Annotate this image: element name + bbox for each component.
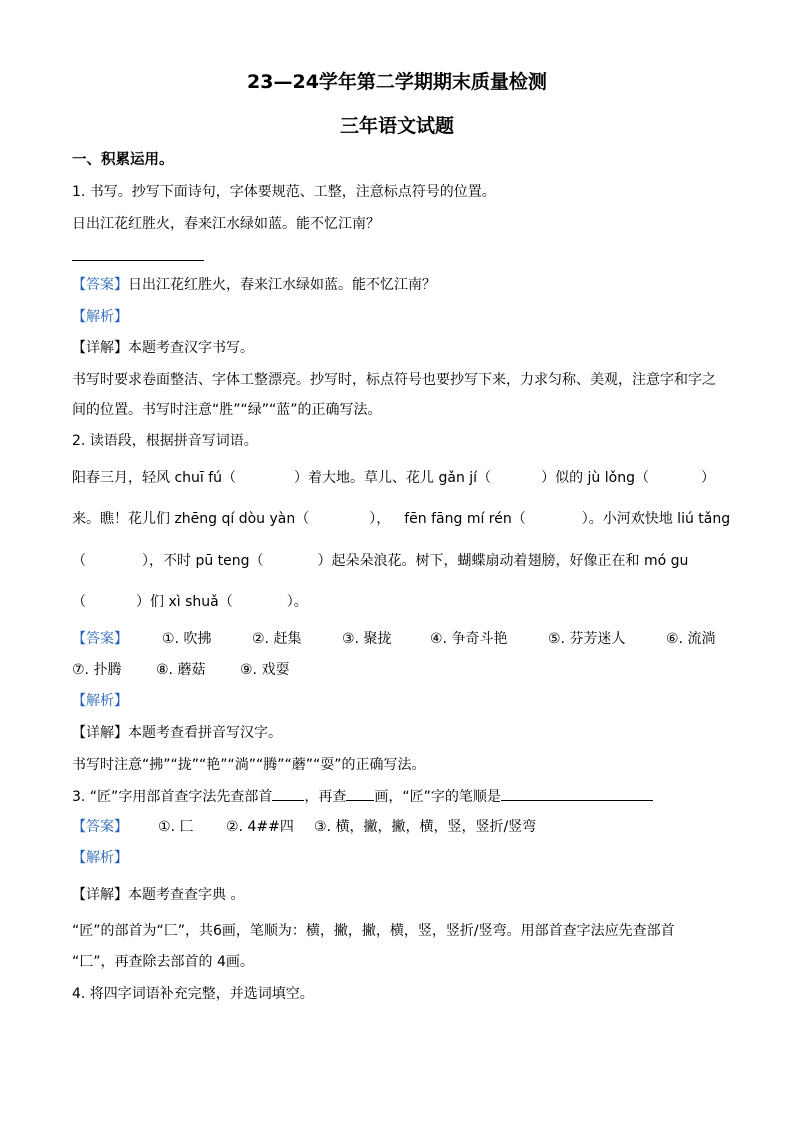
detail-label: 【详解】 xyxy=(72,887,128,903)
q2-text: ）。 xyxy=(286,594,308,610)
q3-text: 画，“匠”字的笔顺是 xyxy=(374,789,501,805)
page-subtitle: 三年语文试题 xyxy=(339,115,454,137)
q2-analysis xyxy=(72,691,128,711)
q2-text: ） xyxy=(700,470,715,486)
q3-answer-label: 【答案】 xyxy=(72,819,128,835)
q2-passage-line-3 xyxy=(72,551,688,571)
q3-blank-3[interactable] xyxy=(501,786,653,801)
detail-label: 【详解】 xyxy=(72,340,128,356)
q3-explain-2: “匚”，再查除去部首的 4画。 xyxy=(72,954,254,970)
q2-passage-line-2 xyxy=(72,509,730,529)
q3-text: ，再查 xyxy=(304,789,347,805)
analysis-label: 【解析】 xyxy=(72,693,128,709)
q2-text: ）起朵朵浪花。树下，蝴蝶扇动着翅膀，好像正在和 mó gu xyxy=(317,553,689,569)
q2-answer-1: ①. 吹拂 xyxy=(162,631,212,647)
q2-answer-3: ③. 聚拢 xyxy=(342,631,392,647)
q1-detail-text: 本题考查汉字书写。 xyxy=(128,340,254,356)
q2-text: 阳春三月，轻风 chuī fú（ xyxy=(72,470,237,486)
q2-text: ）， xyxy=(369,511,391,527)
q2-text: 来。瞧！花儿们 zhēng qí dòu yàn（ xyxy=(72,511,310,527)
analysis-label: 【解析】 xyxy=(72,850,128,866)
q2-detail-text: 本题考查看拼音写汉字。 xyxy=(128,725,282,741)
q2-passage-line-1 xyxy=(72,468,715,488)
q3-explain-1: “匠”的部首为“匚”，共6画，笔顺为：横，撇，撇，横，竖，竖折/竖弯。用部首查字法应先查部首 xyxy=(72,923,675,939)
q2-text: ），不时 pū teng（ xyxy=(142,553,264,569)
q2-answer-9: ⑨. 戏耍 xyxy=(240,662,290,678)
q2-text: （ xyxy=(72,553,86,569)
answer-label: 【答案】 xyxy=(72,277,128,293)
q1-poem: 日出江花红胜火，春来江水绿如蓝。能不忆江南？ xyxy=(72,216,380,232)
q2-answer-4: ④. 争奇斗艳 xyxy=(430,631,508,647)
q3-blank-1[interactable] xyxy=(272,786,304,801)
q2-text: ）似的 jù lǒng（ xyxy=(541,470,649,486)
q3-detail xyxy=(72,885,244,905)
q2-text: ）。小河欢快地 liú tǎng xyxy=(581,511,731,527)
q2-answer-7: ⑦. 扑腾 xyxy=(72,662,122,678)
q1-prompt: 1. 书写。抄写下面诗句，字体要规范、工整，注意标点符号的位置。 xyxy=(72,184,496,200)
detail-label: 【详解】 xyxy=(72,725,128,741)
q1-answer-text: 日出江花红胜火，春来江水绿如蓝。能不忆江南？ xyxy=(128,277,436,293)
q2-text: ）们 xì shuǎ（ xyxy=(136,594,233,610)
q2-detail xyxy=(72,723,282,743)
q1-detail xyxy=(72,338,254,358)
q2-answer-5: ⑤. 芬芳迷人 xyxy=(548,631,626,647)
q3-text: 3. “匠”字用部首查字法先查部首 xyxy=(72,789,273,805)
q3-analysis xyxy=(72,848,128,868)
q2-answer-2: ②. 赶集 xyxy=(252,631,302,647)
q3-answer-3: ③. 横，撇，撇，横，竖，竖折/竖弯 xyxy=(314,819,537,835)
q3-answer-2: ②. 4##四 xyxy=(226,819,294,835)
q3-answer-1: ①. 匚 xyxy=(158,819,194,835)
q2-passage-line-4 xyxy=(72,592,308,612)
section-heading: 一、积累运用。 xyxy=(72,152,174,168)
q3-prompt xyxy=(72,786,653,807)
q4-prompt: 4. 将四字词语补充完整，并选词填空。 xyxy=(72,986,314,1002)
q1-analysis xyxy=(72,307,128,327)
q2-answer-6: ⑥. 流淌 xyxy=(666,631,716,647)
q2-explain: 书写时注意“拂”“拢”“艳”“淌”“腾”“蘑”“耍”的正确写法。 xyxy=(72,757,426,773)
q1-explain-1: 书写时要求卷面整洁、字体工整漂亮。抄写时，标点符号也要抄写下来，力求匀称、美观，注意字和字之 xyxy=(72,372,716,388)
analysis-label: 【解析】 xyxy=(72,309,128,325)
q2-text: （ xyxy=(72,594,86,610)
page-title: 23—24学年第二学期期末质量检测 xyxy=(247,71,547,93)
q2-prompt: 2. 读语段，根据拼音写词语。 xyxy=(72,433,258,449)
q3-blank-2[interactable] xyxy=(346,786,374,801)
q2-answer-label: 【答案】 xyxy=(72,631,128,647)
q1-explain-2: 间的位置。书写时注意“胜”“绿”“蓝”的正确写法。 xyxy=(72,402,382,418)
q1-answer xyxy=(72,275,436,295)
q2-answer-8: ⑧. 蘑菇 xyxy=(156,662,206,678)
q1-answer-line xyxy=(72,260,204,261)
q2-text: ）着大地。草儿、花儿 gǎn jí（ xyxy=(294,470,492,486)
q2-text: fēn fāng mí rén（ xyxy=(404,511,526,527)
q3-detail-text: 本题考查查字典 。 xyxy=(128,887,245,903)
